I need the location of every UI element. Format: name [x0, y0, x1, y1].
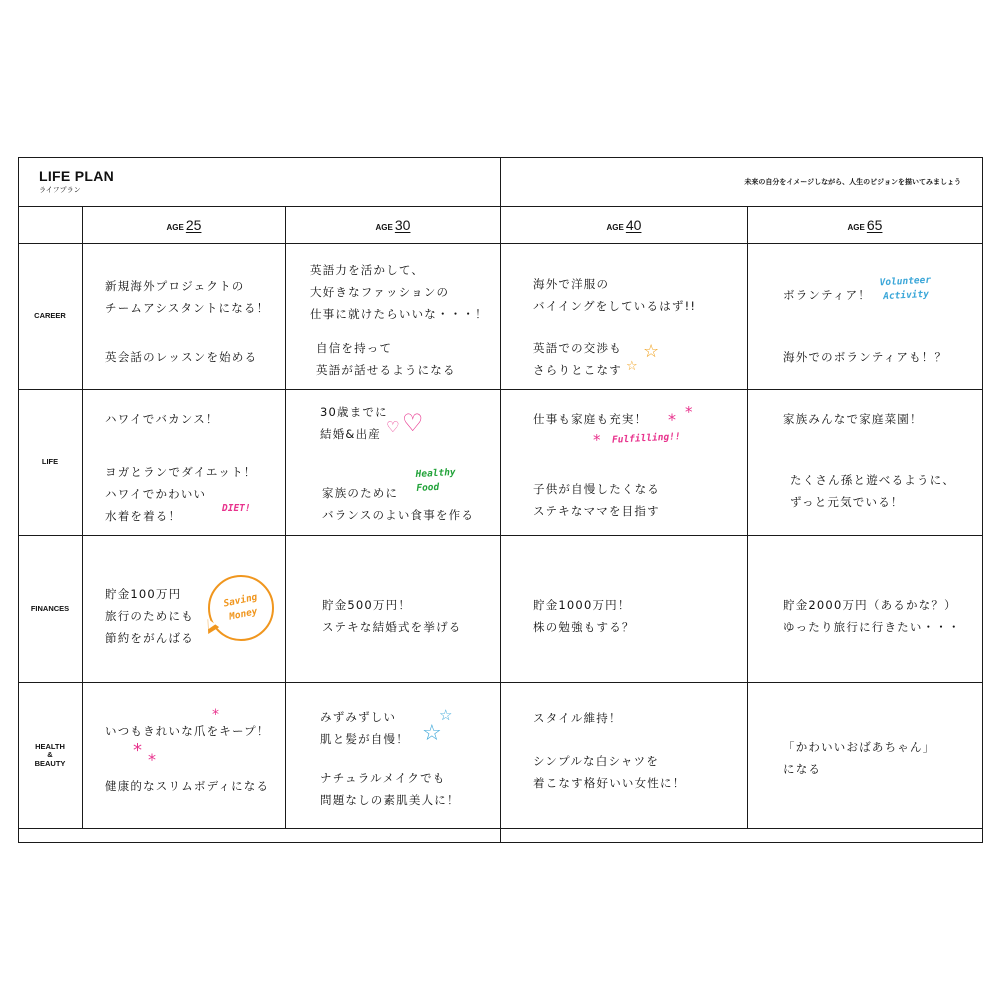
age-number: 25 [185, 217, 202, 233]
note-line: 英語での交渉も [533, 341, 622, 355]
row-label-life [18, 390, 82, 535]
deco-line: Healthy [415, 466, 456, 481]
diet-note: DIET! [222, 503, 251, 514]
note-line: 海外でのボランティアも！？ [783, 350, 948, 364]
note-line: 子供が自慢したくなる [533, 482, 660, 496]
note-line: 海外で洋服の [533, 277, 610, 291]
star-icon: ☆ [439, 706, 453, 724]
career-30-b [316, 337, 456, 381]
health-65-a [783, 736, 935, 780]
age-word: AGE [606, 223, 624, 232]
finances-40-a [533, 594, 635, 638]
row-label-health-beauty [18, 683, 82, 828]
row-label-text: LIFE [41, 457, 59, 467]
row-label-career [18, 244, 82, 389]
note-line: 結婚&出産 [320, 427, 381, 441]
row-label-text: & [47, 750, 53, 760]
note-line: 家族みんなで家庭菜園！ [783, 412, 923, 426]
note-line: 貯金500万円！ [322, 598, 412, 612]
health-25-b [105, 775, 269, 797]
career-30-a [310, 259, 488, 325]
row-label-text: FINANCES [30, 603, 70, 613]
age-header-25 [83, 207, 285, 243]
life-30-b [322, 482, 474, 526]
note-line: さらりとこなす [533, 363, 622, 377]
age-header-30 [286, 207, 500, 243]
note-line: 貯金2000万円（あるかな？） [783, 598, 957, 612]
finances-30-a [322, 594, 461, 638]
career-65-b [783, 346, 947, 368]
note-line: 貯金100万円 [105, 587, 182, 601]
age-number: 65 [866, 217, 883, 233]
asterisk-icon: * [133, 740, 142, 761]
age-number: 40 [625, 217, 642, 233]
career-40-a [533, 273, 696, 317]
life-40-a [533, 408, 647, 430]
age-number: 30 [394, 217, 411, 233]
note-line: シンプルな白シャツを [533, 754, 660, 768]
note-line: ずっと元気でいる！ [790, 495, 904, 509]
heart-icon: ♡ [386, 418, 400, 436]
note-line: ハワイでバカンス！ [105, 412, 219, 426]
note-line: 着こなす格好いい女性に！ [533, 776, 686, 790]
note-line: チームアシスタントになる！ [105, 301, 270, 315]
grid-line [500, 157, 501, 843]
health-40-b [533, 750, 685, 794]
note-line: になる [783, 762, 822, 776]
note-line: 大好きなファッションの [310, 285, 450, 299]
life-25-a [105, 408, 219, 430]
note-line: 貯金1000万円！ [533, 598, 631, 612]
row-label-finances [18, 536, 82, 682]
age-header-40 [501, 207, 747, 243]
asterisk-icon: * [593, 431, 601, 449]
note-line: ヨガとランでダイエット！ [105, 465, 257, 479]
note-line: ハワイでかわいい [105, 487, 207, 501]
finances-25-a [105, 583, 194, 649]
note-line: 新規海外プロジェクトの [105, 279, 245, 293]
asterisk-icon: * [668, 410, 676, 429]
note-line: いつもきれいな爪をキープ！ [105, 724, 270, 738]
note-line: ステキな結婚式を挙げる [322, 620, 462, 634]
note-line: 英会話のレッスンを始める [105, 350, 258, 364]
deco-line: Money [228, 605, 259, 623]
tagline: 未来の自分をイメージしながら、人生のビジョンを描いてみましょう [744, 179, 961, 186]
deco-line: Activity [882, 288, 930, 302]
fulfilling-note: Fulfilling!! [611, 431, 681, 446]
note-line: ボランティア！ [783, 288, 871, 302]
note-line: ステキなママを目指す [533, 504, 660, 518]
note-line: ゆったり旅行に行きたい・・・ [783, 620, 961, 634]
note-line: 仕事も家庭も充実！ [533, 412, 648, 426]
star-icon: ☆ [643, 341, 660, 362]
life-30-a [320, 401, 388, 445]
life-40-b [533, 478, 660, 522]
deco-line: Volunteer [879, 274, 932, 289]
asterisk-icon: * [148, 750, 156, 769]
life-25-b [105, 461, 256, 527]
age-word: AGE [375, 223, 393, 232]
note-line: みずみずしい [320, 710, 397, 724]
grid-line [82, 206, 83, 829]
health-40-a [533, 707, 622, 729]
age-header-65 [748, 207, 982, 243]
volunteer-activity-note [879, 274, 932, 304]
health-30-b [320, 767, 460, 811]
health-25-a [105, 720, 270, 742]
note-line: 英語が話せるようになる [316, 363, 456, 377]
row-label-text: HEALTH [35, 742, 65, 752]
note-line: ナチュラルメイクでも [320, 771, 446, 785]
note-line: バイイングをしているはず!! [533, 299, 697, 313]
health-30-a [320, 706, 409, 750]
note-line: 英語力を活かして、 [310, 263, 425, 277]
note-line: 健康的なスリムボディになる [105, 779, 270, 793]
grid-line [982, 157, 983, 843]
life-65-a [783, 408, 923, 430]
title-main: LIFE PLAN [39, 168, 115, 184]
note-line: バランスのよい食事を作る [322, 508, 475, 522]
finances-65-a [783, 594, 961, 638]
note-line: 30歳までに [320, 405, 388, 419]
note-line: スタイル維持！ [533, 711, 622, 725]
note-line: 節約をがんばる [105, 631, 194, 645]
asterisk-icon: * [212, 707, 219, 723]
note-line: たくさん孫と遊べるように、 [790, 473, 956, 487]
note-line: 肌と髪が自慢！ [320, 732, 409, 746]
grid-line [285, 206, 286, 829]
career-65-a [783, 284, 871, 306]
deco-line: Saving [222, 591, 259, 610]
note-line: 旅行のためにも [105, 609, 194, 623]
title-subtitle: ライフプラン [39, 187, 81, 194]
age-word: AGE [847, 223, 865, 232]
life-65-b [790, 469, 955, 513]
note-line: 水着を着る！ [105, 509, 182, 523]
career-40-b [533, 337, 622, 381]
star-icon: ☆ [422, 721, 442, 746]
row-label-text: BEAUTY [34, 758, 66, 768]
note-line: 自信を持って [316, 341, 393, 355]
age-word: AGE [166, 223, 184, 232]
row-label-text: CAREER [34, 311, 66, 321]
note-line: 問題なしの素肌美人に！ [320, 793, 460, 807]
deco-line: Food [416, 481, 440, 494]
heart-icon: ♡ [402, 409, 424, 437]
career-25-a [105, 275, 269, 319]
page-title [39, 168, 114, 195]
asterisk-icon: * [685, 403, 693, 421]
career-25-b [105, 346, 257, 368]
note-line: 株の勉強もする？ [533, 620, 635, 634]
note-line: 仕事に就けたらいいな・・・！ [310, 307, 488, 321]
note-line: 「かわいいおばあちゃん」 [783, 740, 936, 754]
star-icon: ☆ [626, 359, 638, 374]
grid-line [747, 206, 748, 829]
note-line: 家族のために [322, 486, 399, 500]
